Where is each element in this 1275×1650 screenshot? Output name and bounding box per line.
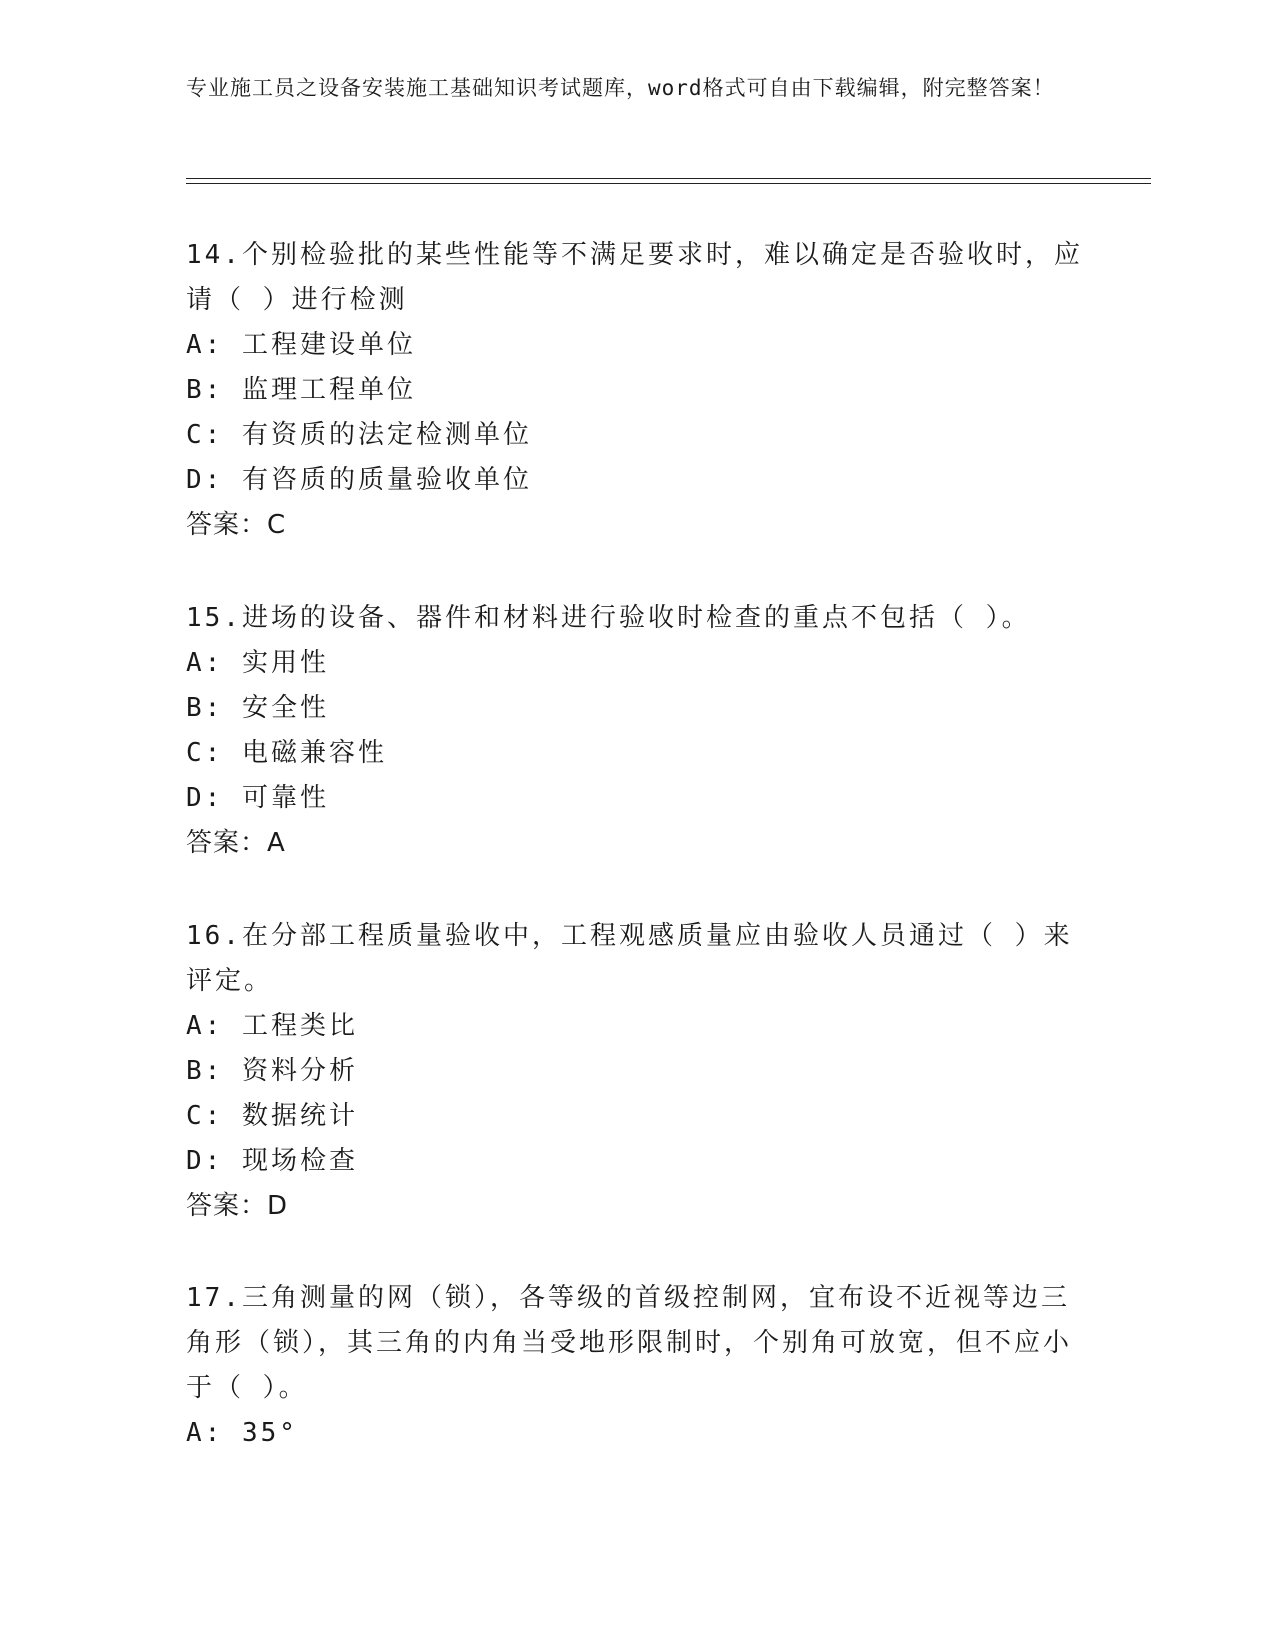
question-text: 14.个别检验批的某些性能等不满足要求时，难以确定是否验收时，应请（ ）进行检测 [186,240,1083,315]
option-a: A: 实用性 [186,648,329,678]
question-text: 16.在分部工程质量验收中，工程观感质量应由验收人员通过（ ）来评定。 [186,921,1073,996]
document-header: 专业施工员之设备安装施工基础知识考试题库，word格式可自由下载编辑，附完整答案！ [186,76,1055,100]
option-a: A: 35° [186,1418,298,1448]
option-c: C: 数据统计 [186,1101,358,1131]
option-a: A: 工程建设单位 [186,330,416,360]
question-15 [186,596,1086,866]
option-d: D: 现场检查 [186,1146,358,1176]
option-d: D: 可靠性 [186,783,329,813]
option-d: D: 有咨质的质量验收单位 [186,465,532,495]
answer-line: 答案：C [186,510,287,540]
option-c: C: 电磁兼容性 [186,738,387,768]
option-c: C: 有资质的法定检测单位 [186,420,532,450]
option-b: B: 资料分析 [186,1056,358,1086]
question-text: 15.进场的设备、器件和材料进行验收时检查的重点不包括（ ）。 [186,603,1031,633]
header-divider-top [186,178,1151,179]
option-a: A: 工程类比 [186,1011,358,1041]
question-17 [186,1276,1086,1456]
answer-line: 答案：A [186,828,286,858]
question-14 [186,233,1086,548]
option-b: B: 安全性 [186,693,329,723]
answer-line: 答案：D [186,1191,289,1221]
option-b: B: 监理工程单位 [186,375,416,405]
header-divider-bottom [186,183,1151,184]
question-16 [186,914,1086,1229]
question-text: 17.三角测量的网（锁），各等级的首级控制网，宜布设不近视等边三角形（锁），其三角的内角当受地形限制时，个别角可放宽，但不应小于（ ）。 [186,1283,1073,1403]
